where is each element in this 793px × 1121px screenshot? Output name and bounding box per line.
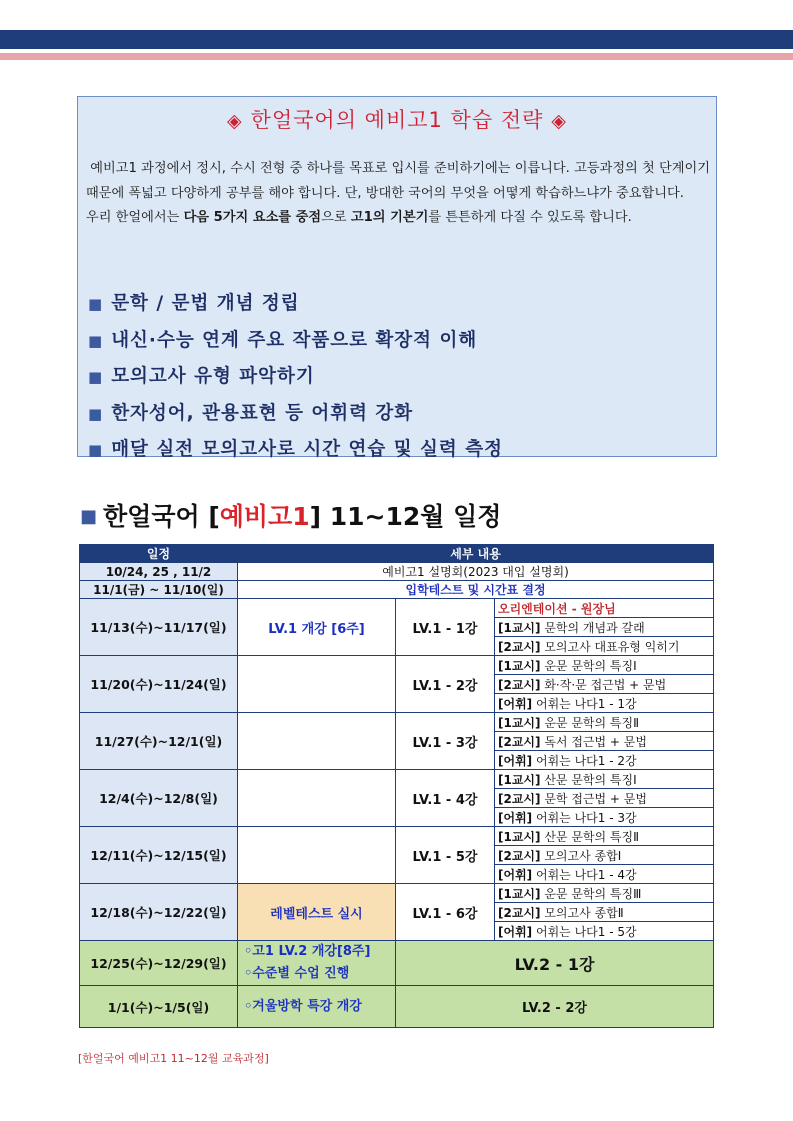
schedule-title-c: ] 11~12월 일정	[309, 502, 502, 531]
detail-tag: [2교시]	[498, 639, 541, 654]
week-course	[238, 827, 396, 884]
schedule-table	[79, 544, 714, 1028]
table-caption: [한얼국어 예비고1 11~12월 교육과정]	[78, 1052, 269, 1065]
detail-tag: [어휘]	[498, 753, 533, 768]
week-detail	[495, 903, 714, 922]
week-course	[238, 656, 396, 713]
intro-p2b: 다음 5가지 요소를 중점	[183, 210, 322, 225]
strategy-title	[78, 104, 716, 134]
lv2-lesson: LV.2 - 1강	[396, 941, 714, 986]
row-date: 11/1(금) ~ 11/10(일)	[80, 581, 238, 599]
detail-text: 모의고사 종합Ⅱ	[544, 905, 624, 920]
detail-tag: [1교시]	[498, 886, 541, 901]
intro-text	[86, 157, 710, 231]
detail-tag: [1교시]	[498, 620, 541, 635]
week-detail	[495, 675, 714, 694]
bullet-text: 모의고사 유형 파악하기	[111, 366, 315, 387]
week-detail	[495, 846, 714, 865]
week-detail	[495, 618, 714, 637]
detail-tag: [1교시]	[498, 658, 541, 673]
detail-text: 화·작·문 접근법 + 문법	[544, 677, 667, 692]
week-course	[238, 770, 396, 827]
table-row	[80, 986, 714, 1028]
week-course: LV.1 개강 [6주]	[238, 599, 396, 656]
bullet-item	[88, 326, 708, 363]
detail-text: 운문 문학의 특징Ⅰ	[544, 658, 637, 673]
week-date: 11/27(수)~12/1(일)	[80, 713, 238, 770]
bullet-text: 한자성어, 관용표현 등 어휘력 강화	[111, 402, 414, 424]
week-date: 12/18(수)~12/22(일)	[80, 884, 238, 941]
square-bullet-icon: ■	[88, 331, 104, 350]
week-date: 11/20(수)~11/24(일)	[80, 656, 238, 713]
week-date: 11/13(수)~11/17(일)	[80, 599, 238, 656]
row-text: 예비고1 설명회(2023 대입 설명회)	[238, 563, 714, 581]
intro-p1: 예비고1 과정에서 정시, 수시 전형 중 하나를 목표로 입시를 준비하기에는 이릅니다. 고등과정의 첫 단계이기 때문에 폭넓고 다양하게 공부를 해야 합니다. 단, 방대한 국어의 무엇을 어떻게 학습하느냐가 중요합니다.	[86, 161, 710, 201]
detail-tag: [어휘]	[498, 696, 533, 711]
detail-tag: [1교시]	[498, 772, 541, 787]
week-detail	[495, 808, 714, 827]
lv2-lesson: LV.2 - 2강	[396, 986, 714, 1028]
detail-text: 어휘는 나다1 - 4강	[535, 867, 637, 882]
square-bullet-icon: ■	[88, 404, 104, 423]
intro-paragraph	[86, 206, 710, 231]
week-detail	[495, 713, 714, 732]
diamond-icon: ◈	[226, 110, 243, 132]
bullet-list	[88, 289, 708, 472]
lv2-course-line: ◦고1 LV.2 개강[8주]	[244, 944, 371, 959]
detail-text: 문학 접근법 + 문법	[544, 791, 647, 806]
detail-text: 모의고사 종합Ⅰ	[544, 848, 622, 863]
intro-p2e: 를 튼튼하게 다질 수 있도록 합니다.	[428, 210, 632, 225]
intro-p2d: 고1의 기본기	[350, 210, 429, 225]
week-lv: LV.1 - 1강	[396, 599, 495, 656]
week-date: 12/11(수)~12/15(일)	[80, 827, 238, 884]
table-row	[80, 941, 714, 986]
top-pink-band	[0, 53, 793, 60]
table-row	[80, 563, 714, 581]
square-bullet-icon: ■	[88, 368, 104, 386]
week-lv: LV.1 - 3강	[396, 713, 495, 770]
table-row	[80, 884, 714, 903]
strategy-box	[77, 96, 717, 460]
lv2-course	[238, 941, 396, 986]
week-course-leveltest: 레벨테스트 실시	[238, 884, 396, 941]
detail-text: 문학의 개념과 갈래	[544, 620, 645, 635]
detail-text: 운문 문학의 특징Ⅲ	[544, 886, 642, 901]
week-lv: LV.1 - 2강	[396, 656, 495, 713]
detail-tag: [2교시]	[498, 677, 541, 692]
strategy-title-text: 한얼국어의 예비고1 학습 전략	[250, 108, 544, 132]
bullet-item	[88, 435, 708, 472]
table-row	[80, 827, 714, 846]
intro-p2a: 우리 한얼에서는	[86, 210, 184, 225]
week-detail	[495, 656, 714, 675]
bullet-item	[88, 289, 708, 326]
row-date: 10/24, 25 , 11/2	[80, 563, 238, 581]
schedule-title-a: 한얼국어 [	[103, 502, 220, 531]
detail-tag: [어휘]	[498, 810, 533, 825]
table-row	[80, 656, 714, 675]
schedule-title-highlight: 예비고1	[219, 502, 310, 531]
lv2-course-line: ◦수준별 수업 진행	[244, 966, 350, 981]
bullet-text: 매달 실전 모의고사로 시간 연습 및 실력 측정	[111, 439, 503, 460]
detail-text: 어휘는 나다1 - 5강	[535, 924, 637, 939]
week-lv: LV.1 - 4강	[396, 770, 495, 827]
week-lv: LV.1 - 5강	[396, 827, 495, 884]
detail-tag: [어휘]	[498, 867, 533, 882]
top-navy-band	[0, 30, 793, 49]
intro-paragraph	[86, 157, 710, 206]
detail-text: 산문 문학의 특징Ⅰ	[544, 772, 637, 787]
table-row	[80, 770, 714, 789]
square-bullet-icon: ■	[88, 295, 104, 313]
week-detail: 오리엔테이션 - 원장님	[495, 599, 714, 618]
bullet-item	[88, 362, 708, 399]
detail-text: 어휘는 나다1 - 1강	[535, 696, 637, 711]
detail-text: 운문 문학의 특징Ⅱ	[544, 715, 640, 730]
detail-tag: [2교시]	[498, 905, 541, 920]
table-row	[80, 599, 714, 618]
header-date: 일정	[80, 545, 238, 563]
week-detail	[495, 637, 714, 656]
week-detail	[495, 922, 714, 941]
week-detail	[495, 694, 714, 713]
diamond-icon: ◈	[551, 110, 568, 132]
schedule-title	[80, 497, 501, 533]
week-detail	[495, 732, 714, 751]
table-row	[80, 581, 714, 599]
detail-tag: [어휘]	[498, 924, 533, 939]
week-detail	[495, 789, 714, 808]
bullet-item	[88, 399, 708, 436]
week-detail	[495, 770, 714, 789]
row-text: 입학테스트 및 시간표 결정	[238, 581, 714, 599]
detail-tag: [1교시]	[498, 829, 541, 844]
detail-text: 산문 문학의 특징Ⅱ	[544, 829, 640, 844]
week-detail	[495, 751, 714, 770]
detail-text: 어휘는 나다1 - 3강	[535, 810, 637, 825]
table-row	[80, 713, 714, 732]
detail-tag: [2교시]	[498, 791, 541, 806]
detail-text: 모의고사 대표유형 익히기	[544, 639, 680, 654]
intro-p2c: 으로	[321, 210, 351, 225]
square-bullet-icon: ■	[88, 441, 104, 459]
week-date: 12/25(수)~12/29(일)	[80, 941, 238, 986]
winter-course: ◦겨울방학 특강 개강	[238, 986, 396, 1028]
week-lv: LV.1 - 6강	[396, 884, 495, 941]
table-header-row	[80, 545, 714, 563]
square-bullet-icon: ■	[80, 506, 98, 527]
header-detail: 세부 내용	[238, 545, 714, 563]
detail-tag: [2교시]	[498, 848, 541, 863]
detail-text: 독서 접근법 + 문법	[544, 734, 647, 749]
week-course	[238, 713, 396, 770]
week-detail	[495, 884, 714, 903]
week-date: 1/1(수)~1/5(일)	[80, 986, 238, 1028]
week-date: 12/4(수)~12/8(일)	[80, 770, 238, 827]
week-detail	[495, 865, 714, 884]
detail-tag: [1교시]	[498, 715, 541, 730]
detail-text: 어휘는 나다1 - 2강	[535, 753, 637, 768]
detail-tag: [2교시]	[498, 734, 541, 749]
bullet-text: 문학 / 문법 개념 정립	[111, 293, 300, 314]
bullet-text: 내신·수능 연계 주요 작품으로 확장적 이해	[111, 329, 478, 351]
week-detail	[495, 827, 714, 846]
